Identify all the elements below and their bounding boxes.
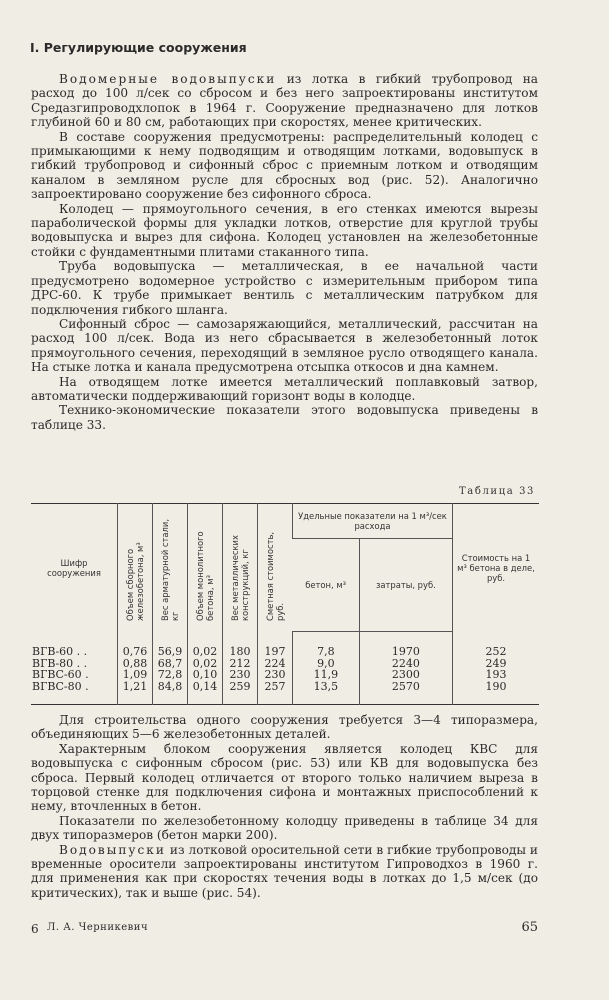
- intro-text: [31, 72, 538, 432]
- paragraph: Характерным блоком сооружения является колодец КВС для водовыпуска с сифонным сбросом (рис. 53) или КВ для водовыпуска без сброса. Первый колодец отличается от второго только наличием выреза в торцовой стенке для подключения сифона и монтажных приспособлений к нему, вточленных в бетон.: [31, 741, 538, 814]
- cell-monolithic: 0,14: [188, 681, 223, 705]
- paragraph-text: из лотка в гибкий трубопровод на расход до 100 л/сек со сбросом и без него запроектированы институтом Средазгипроводхлопок в 1964 г. Сооружение предназначено для лотков глубиной 60 и 80 см, работающих при скоростях, менее критических.: [31, 72, 538, 130]
- cell-code: ВГВС-80 .: [32, 679, 89, 693]
- cell-concrete: 11,9: [293, 669, 360, 681]
- cell-monolithic: 0,02: [188, 658, 223, 670]
- table-row: [31, 681, 539, 705]
- signature-mark: 6: [31, 922, 39, 936]
- cell-per-m3: 190: [453, 681, 540, 705]
- paragraph: В составе сооружения предусмотрены: распределительный колодец с примыкающими к нему подводящим и отводящим лотками, водовыпуск в гибкий трубопровод и сифонный сброс с приемным лотком и отводящим каналом в земляном русле для сбросных вод (рис. 52). Аналогично запроектировано сооружение без сифонного сброса.: [31, 129, 538, 202]
- cell-code: ВГВ-80 . .: [32, 656, 88, 670]
- cell-concrete: 9,0: [293, 658, 360, 670]
- header-concrete: бетон, м³: [293, 539, 360, 632]
- header-specific-group: Удельные показатели на 1 м³/сек расхода: [293, 504, 453, 539]
- cell-precast: 1,09: [118, 669, 153, 681]
- header-metal-weight: Вес металлических конструкций, кг: [223, 504, 258, 632]
- cell-concrete: 7,8: [293, 632, 360, 658]
- cell-metal: 230: [223, 669, 258, 681]
- cell-code: ВГВ-60 . .: [32, 644, 88, 658]
- cell-metal: 259: [223, 681, 258, 705]
- paragraph-text: из лотковой оросительной сети в гибкие трубопроводы и временные оросители запроектированы институтом Гипроводхоз в 1960 г. для применения как при скоростях течения воды в лотках до 1,5 м/сек (до критических), так и выше (рис. 54).: [31, 842, 538, 900]
- cell-metal: 212: [223, 658, 258, 670]
- table-label: Таблица 33: [459, 486, 535, 497]
- cell-monolithic: 0,10: [188, 669, 223, 681]
- section-heading: I. Регулирующие сооружения: [30, 40, 247, 55]
- cell-per-m3: 249: [453, 658, 540, 670]
- header-code: Шифр сооружения: [47, 557, 101, 578]
- cell-cost: 197: [258, 632, 293, 658]
- cell-expenses: 2570: [359, 681, 452, 705]
- cell-code: ВГВС-60 .: [32, 668, 89, 681]
- paragraph: Труба водовыпуска — металлическая, в ее начальной части предусмотрено водомерное устройство с измерительным прибором типа ДРС-60. К трубе примыкает вентиль с металлическим патрубком для подключения гибкого шланга.: [31, 259, 538, 317]
- cell-precast: 0,76: [118, 632, 153, 658]
- cell-precast: 0,88: [118, 658, 153, 670]
- lead-term: Водовыпуски: [59, 842, 166, 857]
- cell-cost: 224: [258, 658, 293, 670]
- lead-term: Водомерные водовыпуски: [59, 72, 277, 86]
- paragraph: Колодец — прямоугольного сечения, в его стенках имеются вырезы параболической формы для укладки лотков, отверстие для круглой трубы водовыпуска и вырез для сифона. Колодец установлен на железобетонные стойки с фундаментными плитами стаканного типа.: [31, 201, 538, 259]
- paragraph: На отводящем лотке имеется металлический поплавковый затвор, автоматически поддерживающий горизонт воды в колодце.: [31, 374, 538, 403]
- cell-expenses: 2240: [359, 658, 452, 670]
- paragraph: Сифонный сброс — самозаряжающийся, металлический, рассчитан на расход 100 л/сек. Вода из него сбрасывается в железобетонный лоток прямоугольного сечения, переходящий в земляное русло отводящего канала. На стыке лотка и канала предусмотрена отсыпка откосов и дна камнем.: [31, 316, 538, 375]
- cell-expenses: 2300: [359, 669, 452, 681]
- paragraph: [31, 843, 538, 901]
- paragraph: Показатели по железобетонному колодцу приведены в таблице 34 для двух типоразмеров (бетон марки 200).: [31, 813, 538, 843]
- paragraph: Технико-экономические показатели этого водовыпуска приведены в таблице 33.: [31, 403, 538, 432]
- author-name: Л. А. Черникевич: [47, 922, 149, 933]
- cell-monolithic: 0,02: [188, 632, 223, 658]
- header-estimated-cost: Сметная стоимость, руб.: [258, 504, 293, 632]
- page-number: 65: [521, 920, 538, 935]
- cell-expenses: 1970: [359, 632, 452, 658]
- paragraph: Для строительства одного сооружения требуется 3—4 типоразмера, объединяющих 5—6 железобетонных деталей.: [31, 713, 538, 742]
- cell-rebar: 68,7: [153, 658, 188, 670]
- header-cost-per-m3: Стоимость на 1 м³ бетона в деле, руб.: [453, 504, 540, 632]
- cell-rebar: 72,8: [153, 669, 188, 681]
- header-precast-volume: Объем сборного железобетона, м³: [118, 504, 153, 632]
- header-monolithic-volume: Объем монолитного бетона, м³: [188, 504, 223, 632]
- cell-rebar: 56,9: [153, 632, 188, 658]
- header-rebar-weight: Вес арматурной стали, кг: [153, 504, 188, 632]
- cell-metal: 180: [223, 632, 258, 658]
- after-table-text: [31, 713, 538, 900]
- cell-per-m3: 252: [453, 632, 540, 658]
- cell-concrete: 13,5: [293, 681, 360, 705]
- cell-cost: 257: [258, 681, 293, 705]
- cell-cost: 230: [258, 669, 293, 681]
- cell-rebar: 84,8: [153, 681, 188, 705]
- cell-per-m3: 193: [453, 669, 540, 681]
- cell-precast: 1,21: [118, 681, 153, 705]
- paragraph: [31, 72, 538, 130]
- table-row: [31, 632, 539, 658]
- table-row: [31, 669, 539, 681]
- header-expenses: затраты, руб.: [359, 539, 452, 632]
- data-table: [31, 503, 539, 705]
